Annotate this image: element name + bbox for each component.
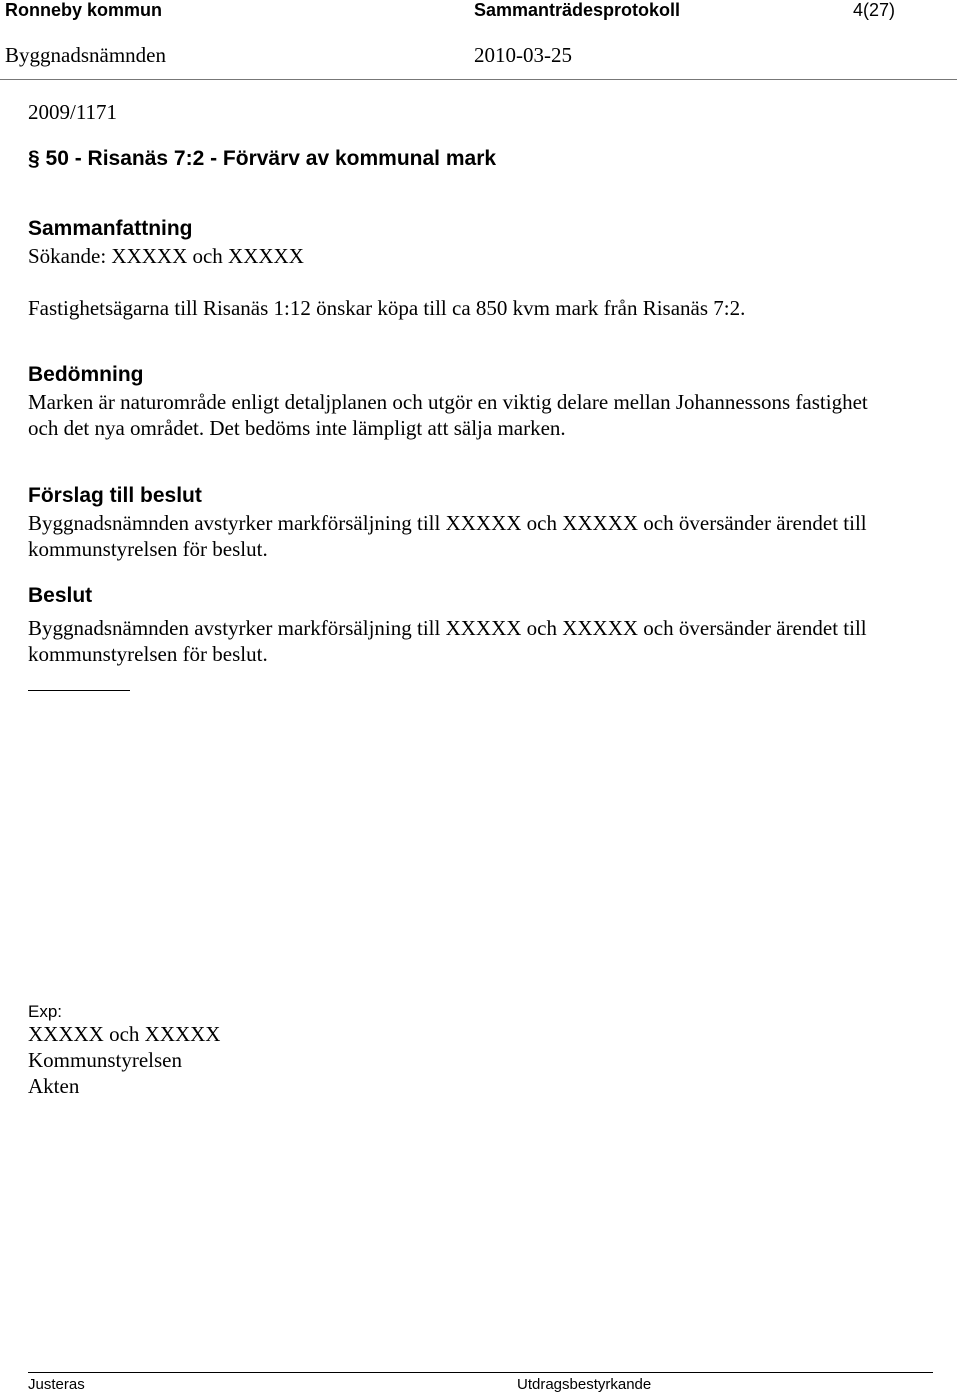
case-title: § 50 - Risanäs 7:2 - Förvärv av kommunal mark [28, 147, 497, 170]
dispatch-recipient: Kommunstyrelsen [28, 1048, 182, 1072]
case-number: 2009/1171 [28, 100, 118, 124]
proposal-line: kommunstyrelsen för beslut. [28, 537, 268, 561]
header-divider [0, 79, 957, 80]
signature-label: Justeras [28, 1376, 85, 1393]
decision-line: Byggnadsnämnden avstyrker markförsäljning till XXXXX och XXXXX och översänder ärendet till [28, 616, 867, 640]
dispatch-label: Exp: [28, 1002, 63, 1021]
decision-heading: Beslut [28, 584, 93, 607]
assessment-line: och det nya området. Det bedöms inte lämpligt att sälja marken. [28, 416, 566, 440]
assessment-line: Marken är naturområde enligt detaljplanen och utgör en viktig delare mellan Johannessons fastighet [28, 390, 868, 414]
footer-divider [28, 1372, 933, 1373]
meeting-date: 2010-03-25 [474, 43, 572, 67]
summary-text: Fastighetsägarna till Risanäs 1:12 önskar köpa till ca 850 kvm mark från Risanäs 7:2. [28, 296, 746, 320]
summary-applicant: Sökande: XXXXX och XXXXX [28, 244, 304, 268]
decision-line: kommunstyrelsen för beslut. [28, 642, 268, 666]
dispatch-recipient: XXXXX och XXXXX [28, 1022, 221, 1046]
summary-heading: Sammanfattning [28, 217, 193, 240]
proposal-heading: Förslag till beslut [28, 484, 202, 507]
document-type: Sammanträdesprotokoll [474, 0, 681, 20]
section-end-rule [28, 690, 130, 691]
page-number: 4(27) [853, 0, 896, 20]
proposal-line: Byggnadsnämnden avstyrker markförsäljning till XXXXX och XXXXX och översänder ärendet till [28, 511, 867, 535]
assessment-heading: Bedömning [28, 363, 144, 386]
organization-name: Ronneby kommun [5, 0, 163, 20]
dispatch-recipient: Akten [28, 1074, 80, 1098]
extract-certification-label: Utdragsbestyrkande [517, 1376, 652, 1393]
board-name: Byggnadsnämnden [5, 43, 166, 67]
